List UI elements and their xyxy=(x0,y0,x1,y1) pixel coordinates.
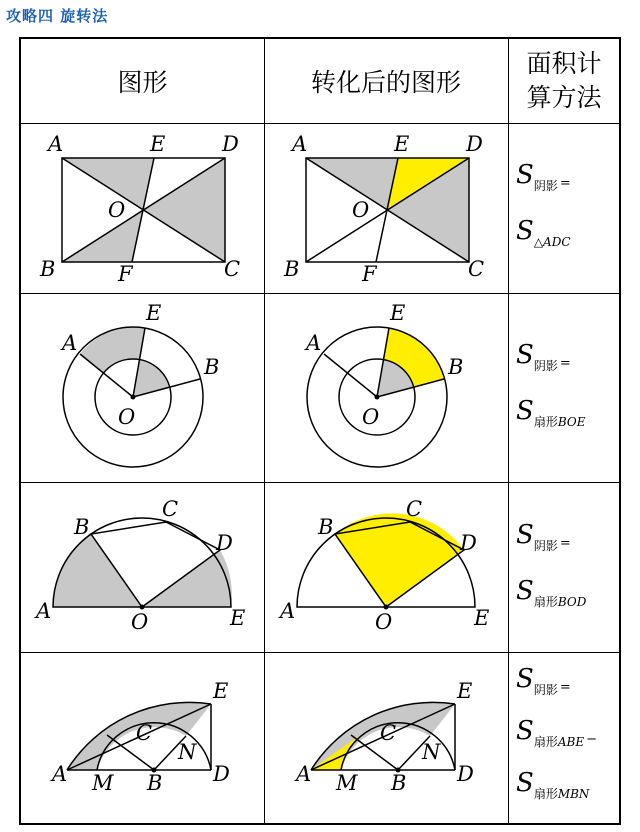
subscript-name: BOD xyxy=(557,595,587,609)
label-F: F xyxy=(362,262,377,286)
label-A: A xyxy=(280,599,296,623)
subscript-shadow: 阴影 xyxy=(533,683,558,697)
label-M: M xyxy=(92,771,114,795)
formula-row-1 xyxy=(508,160,620,280)
label-A: A xyxy=(296,762,312,786)
label-D: D xyxy=(216,531,233,555)
label-B: B xyxy=(318,515,334,539)
label-N: N xyxy=(422,740,441,764)
subscript-name: MBN xyxy=(557,787,590,801)
label-B: B xyxy=(284,257,300,281)
header-area-method-line1: 面积计 xyxy=(526,49,602,78)
label-B: B xyxy=(204,355,220,379)
label-D: D xyxy=(213,762,230,786)
symbol-S: S xyxy=(516,576,534,606)
formula-row-3 xyxy=(508,520,620,640)
symbol-S: S xyxy=(516,160,534,190)
label-A: A xyxy=(62,331,78,355)
label-C: C xyxy=(136,721,153,745)
subscript-shadow: 阴影 xyxy=(533,539,558,553)
label-E: E xyxy=(150,132,166,156)
ring-figure-transformed xyxy=(294,679,474,795)
subscript-name: ADC xyxy=(543,235,571,249)
header-transformed-shape: 转化后的图形 xyxy=(310,68,461,97)
equals-sign: = xyxy=(559,680,571,695)
label-O: O xyxy=(118,405,136,429)
subscript-prefix: 扇形 xyxy=(533,735,558,749)
formula-row-4 xyxy=(508,664,620,824)
label-E: E xyxy=(457,679,473,703)
symbol-S: S xyxy=(516,768,534,798)
formula-line-3 xyxy=(516,768,590,801)
label-N: N xyxy=(178,740,197,764)
label-O: O xyxy=(362,405,380,429)
symbol-S: S xyxy=(516,520,534,550)
label-F: F xyxy=(118,262,133,286)
formula-line-2 xyxy=(516,576,587,609)
label-E: E xyxy=(474,606,490,630)
formula-line-1 xyxy=(516,664,571,697)
label-E: E xyxy=(394,132,410,156)
label-E: E xyxy=(146,301,162,325)
label-B: B xyxy=(74,515,90,539)
subscript-prefix: △ xyxy=(533,235,544,249)
subscript-prefix: 扇形 xyxy=(533,787,558,801)
equals-sign: = xyxy=(559,176,571,191)
formula-line-2 xyxy=(516,216,571,249)
formula-line-1 xyxy=(516,160,571,193)
label-D: D xyxy=(466,132,483,156)
label-C: C xyxy=(162,497,179,521)
label-O: O xyxy=(131,610,149,634)
subscript-prefix: 扇形 xyxy=(533,595,558,609)
symbol-S: S xyxy=(516,216,534,246)
label-O: O xyxy=(352,198,370,222)
subscript-shadow: 阴影 xyxy=(533,359,558,373)
label-C: C xyxy=(380,721,397,745)
header-area-method-line2: 算方法 xyxy=(526,83,602,112)
label-D: D xyxy=(457,762,474,786)
label-O: O xyxy=(375,610,393,634)
symbol-S: S xyxy=(516,664,534,694)
subscript-name: BOE xyxy=(557,415,586,429)
label-A: A xyxy=(52,762,68,786)
label-C: C xyxy=(468,257,485,281)
header-shape: 图形 xyxy=(117,68,168,97)
label-E: E xyxy=(230,606,246,630)
label-O: O xyxy=(108,198,126,222)
label-B: B xyxy=(40,257,56,281)
label-B: B xyxy=(391,771,407,795)
minus-sign: − xyxy=(586,732,597,747)
symbol-S: S xyxy=(516,340,534,370)
subscript-shadow: 阴影 xyxy=(533,179,558,193)
formula-line-1 xyxy=(516,520,571,553)
ring-figure-original xyxy=(50,679,230,795)
formula-line-1 xyxy=(516,340,571,373)
label-B: B xyxy=(147,771,163,795)
formula-line-2 xyxy=(516,716,597,749)
formula-line-2 xyxy=(516,396,586,429)
equals-sign: = xyxy=(559,536,571,551)
label-B: B xyxy=(448,355,464,379)
label-E: E xyxy=(390,301,406,325)
label-D: D xyxy=(460,531,477,555)
label-C: C xyxy=(406,497,423,521)
label-E: E xyxy=(213,679,229,703)
label-D: D xyxy=(222,132,239,156)
subscript-prefix: 扇形 xyxy=(533,415,558,429)
subscript-name: ABE xyxy=(557,735,585,749)
label-A: A xyxy=(48,132,64,156)
label-A: A xyxy=(306,331,322,355)
symbol-S: S xyxy=(516,716,534,746)
formula-row-2 xyxy=(508,340,620,460)
label-C: C xyxy=(224,257,241,281)
label-A: A xyxy=(36,599,52,623)
symbol-S: S xyxy=(516,396,534,426)
equals-sign: = xyxy=(559,356,571,371)
label-M: M xyxy=(336,771,358,795)
page-title: 攻略四 旋转法 xyxy=(6,7,109,25)
label-A: A xyxy=(292,132,308,156)
